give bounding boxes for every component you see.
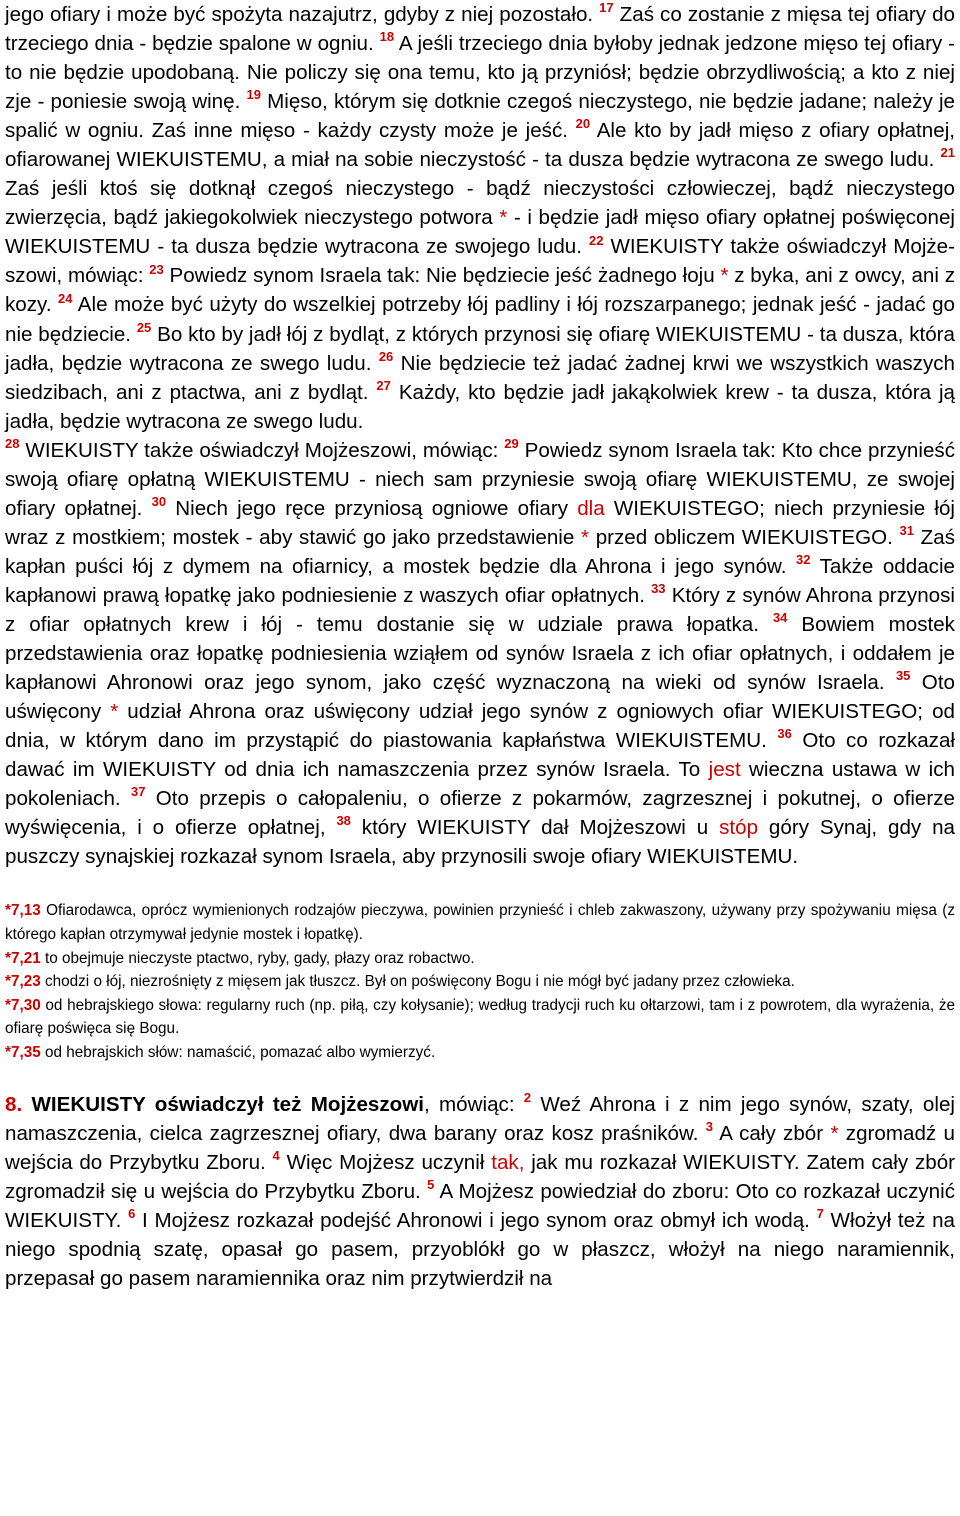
added-word: dla [577, 496, 605, 520]
verse-number: 36 [777, 726, 792, 742]
text-run: - i będzie jadł mięso ofiary opłatnej poświęconej WIEKUISTEMU - ta dusza będzie wytracona ze swojego ludu. [5, 206, 955, 259]
footnote-reference: *7,13 [5, 902, 41, 920]
verse-number: 25 [136, 319, 152, 335]
text-run: udział Ahrona oraz uświęcony udział jego synów z ogniowych ofiar WIEKUISTEGO; od dnia, w którym dano im przystąpić do piastowania kapłaństwa WIEKUISTEMU. [5, 700, 956, 753]
footnote-marker: * [499, 206, 508, 230]
verse-number: 22 [588, 232, 604, 248]
chapter-8-section [5, 1090, 955, 1293]
verse-number: 33 [651, 581, 666, 597]
text-run: z byka, ani z owcy, ani z kozy. [5, 264, 955, 317]
text-run: WIEKUISTY także oświadczył Mojżeszowi, mówiąc: [5, 235, 955, 288]
text-run: Także oddacie kapłanowi prawą łopatkę jako podniesienie z waszych ofiar opłatnych. [5, 554, 955, 607]
footnote-marker: * [110, 700, 119, 724]
text-run: Nie będziecie też jadać żadnej krwi we wszystkich waszych siedzibach, ani z ptactwa, ani z bydląt. [5, 351, 956, 404]
text-run: Mięso, którym się dotknie czegoś nieczystego, nie będzie jadane; należy je spalić w ogniu. Zaś inne mięso - każdy czysty może je jeść. [5, 90, 956, 143]
verse-number: 17 [599, 0, 614, 16]
text-run: Więc Mojżesz uczynił [279, 1150, 492, 1174]
footnote-text: chodzi o łój, niezrośnięty z mięsem jak tłuszcz. Był on poświęcony Bogu i nie mógł być jadany przez człowieka. [40, 973, 795, 991]
verse-number: 37 [130, 784, 146, 800]
text-run: Oto przepis o całopaleniu, o ofierze z pokarmów, zagrzesznej i pokutnej, o ofierze wyświęcenia, i o ofierze opłatnej, [5, 787, 955, 840]
footnote-text: od hebrajskich słów: namaścić, pomazać albo wymierzyć. [40, 1043, 436, 1061]
footnote-marker: * [720, 264, 729, 288]
verse-number: 2 [523, 1089, 532, 1105]
text-run: I Mojżesz rozkazał podejść Ahronowi i jego synom oraz obmył ich wodą. [135, 1208, 817, 1232]
verse-number: 6 [128, 1205, 136, 1221]
footnote-reference: *7,23 [5, 973, 41, 991]
chapter-8-verses [5, 1090, 955, 1293]
verse-number: 20 [575, 116, 591, 132]
text-run: WIEKUISTEGO; niech przyniesie łój wraz z mostkiem; mostek - aby stawić go jako przedstawienie [5, 496, 955, 549]
text-run: , mówiąc: [424, 1092, 524, 1116]
verse-number: 23 [149, 261, 164, 277]
footnote-text: Ofiarodawca, oprócz wymienionych rodzajów pieczywa, powinien przynieść i chleb zakwaszony, używany przy spożywaniu mięsa (z którego kapłan otrzymywał jedynie mostek i łopatkę). [5, 902, 955, 943]
text-run: który WIEKUISTY dał Mojżeszowi u [350, 816, 720, 840]
verse-number: 21 [940, 145, 955, 161]
text-run: Powiedz synom Israela tak: Kto chce przynieść swoją ofiarę opłatną WIEKUISTEMU - niech sam przyniesie swoją ofiarę WIEKUISTEMU, ze swojej ofiary opłatnej. [5, 438, 955, 520]
verse-number: 4 [272, 1147, 280, 1163]
verse-number: 38 [336, 813, 351, 829]
text-run: Oto uświęcony [5, 671, 956, 724]
verse-number: 28 [5, 435, 20, 451]
text-run: Każdy, kto będzie jadł jakąkolwiek krew - ta dusza, która ją jadła, będzie wytracona ze swego ludu. [5, 380, 955, 433]
verse-number: 18 [379, 29, 395, 45]
footnote-reference: *7,30 [5, 996, 41, 1014]
added-word: jest [708, 758, 741, 782]
text-run: A cały zbór [713, 1121, 831, 1145]
text-run: góry Synaj, gdy na puszczy synajskiej rozkazał synom Israela, aby przynosili swoje ofiary WIEKUISTEMU. [5, 816, 955, 869]
text-run: jak mu rozkazał WIEKUISTY. Zatem cały zbór zgromadził się u wejścia do Przybytku Zboru. [5, 1150, 956, 1203]
text-run: A Mojżesz powiedział do zboru: Oto co rozkazał uczynić WIEKUISTY. [5, 1179, 955, 1232]
verse-number: 27 [376, 377, 391, 393]
text-run: A jeśli trzeciego dnia byłoby jednak jedzone mięso tej ofiary - to nie będzie upodobaną. Nie policzy się ona temu, kto ją przyniósł; będzie obrzydliwością; a kto z niej zje - poniesie swoją winę. [5, 32, 956, 114]
footnote [5, 994, 955, 1041]
text-run: jego ofiary i może być spożyta nazajutrz, gdyby z niej pozostało. [5, 3, 600, 26]
verse-number: 7 [816, 1205, 824, 1221]
verse-number: 19 [246, 87, 261, 103]
footnote-marker: * [581, 525, 590, 549]
verse-number: 29 [504, 435, 519, 451]
text-run: Ale może być użyty do wszelkiej potrzeby łój padliny i łój rozszarpanego; jednak jeść - jadać go nie będziecie. [5, 293, 955, 346]
verse-number: 34 [772, 610, 788, 626]
chapter-7-verses-17-27 [5, 0, 955, 436]
chapter-number: 8. [5, 1092, 23, 1116]
footnote-reference: *7,35 [5, 1043, 41, 1061]
footnote-reference: *7,21 [5, 949, 41, 967]
text-run: Ale kto by jadł mięso z ofiary opłatnej, ofiarowanej WIEKUISTEMU, a miał na sobie nieczystość - ta dusza będzie wytracona ze swego ludu. [5, 119, 955, 172]
footnote-marker: * [830, 1121, 839, 1145]
text-run: Zaś kapłan puści łój z dymem na ofiarnicy, a mostek będzie dla Ahrona i jego synów. [5, 525, 955, 578]
text-run: przed obliczem WIEKUISTEGO. [589, 525, 900, 549]
verse-number: 5 [427, 1176, 435, 1192]
text-run: Bo kto by jadł łój z bydląt, z których przynosi się ofiarę WIEKUISTEMU - ta dusza, która jadła, będzie wytracona ze swego ludu. [5, 322, 955, 375]
footnote [5, 1041, 955, 1065]
text-run: Oto co rozkazał dawać im WIEKUISTY od dnia ich namaszczenia przez synów Israela. To [5, 729, 955, 782]
text-run: Powiedz synom Israela tak: Nie będziecie jeść żadnego łoju [163, 264, 721, 288]
text-run: wieczna ustawa w ich pokoleniach. [5, 758, 955, 811]
footnote [5, 970, 955, 994]
footnotes [5, 899, 955, 1064]
footnote [5, 899, 955, 946]
text-run: WIEKUISTY także oświadczył Mojżeszowi, mówiąc: [19, 438, 505, 462]
text-run: Który z synów Ahrona przynosi z ofiar opłatnych krew i łój - temu dostanie się w udziale prawa łopatka. [5, 583, 955, 636]
text-run: Zaś co zostanie z mięsa tej ofiary do trzeciego dnia - będzie spalone w ogniu. [5, 3, 955, 56]
text-run: Włożył też na niego spodnią szatę, opasał go pasem, przyoblókł go w płaszcz, włożył na niego naramiennik, przepasał go pasem naramiennika oraz nim przytwierdził na [5, 1208, 955, 1290]
text-run: Weź Ahrona i z nim jego synów, szaty, olej namaszczenia, cielca zagrzesznej ofiary, dwa barany oraz kosz praśników. [5, 1092, 955, 1145]
verse-number: 35 [895, 668, 911, 684]
footnote [5, 947, 955, 971]
text-run: zgromadź u wejścia do Przybytku Zboru. [5, 1121, 955, 1174]
text-run: Bowiem mostek przedstawienia oraz łopatkę podniesienia wziąłem od synów Israela z ich ofiar opłatnych, i oddałem je kapłanowi Ahronowi oraz jego synom, jako część wyznaczoną na wieki od synów Israela. [5, 612, 955, 695]
text-run: Zaś jeśli ktoś się dotknął czegoś nieczystego - bądź nieczystości człowieczej, bądź nieczystego zwierzęcia, bądź jakiegokolwiek nieczystego potwora [5, 177, 955, 230]
text-run: Niech jego ręce przyniosą ogniowe ofiary [166, 496, 578, 520]
verse-number: 32 [795, 552, 811, 568]
chapter-heading: WIEKUISTY oświadczył też Mojżeszowi [31, 1092, 424, 1116]
verse-number: 3 [705, 1118, 714, 1134]
chapter-7-verses-28-38 [5, 436, 955, 872]
verse-number: 31 [899, 522, 914, 538]
footnote-text: to obejmuje nieczyste ptactwo, ryby, gady, płazy oraz robactwo. [40, 949, 475, 967]
verse-number: 26 [378, 348, 394, 364]
main-text [5, 0, 955, 871]
verse-number: 24 [58, 290, 73, 306]
verse-number: 30 [151, 493, 167, 509]
added-word: stóp [719, 816, 759, 840]
footnote-text: od hebrajskiego słowa: regularny ruch (np. piłą, czy kołysanie); według tradycji ruch ku ołtarzowi, tam i z powrotem, dla wyrażenia, że ofiarę poświęca się Bogu. [5, 996, 955, 1038]
added-word: tak, [491, 1150, 525, 1174]
